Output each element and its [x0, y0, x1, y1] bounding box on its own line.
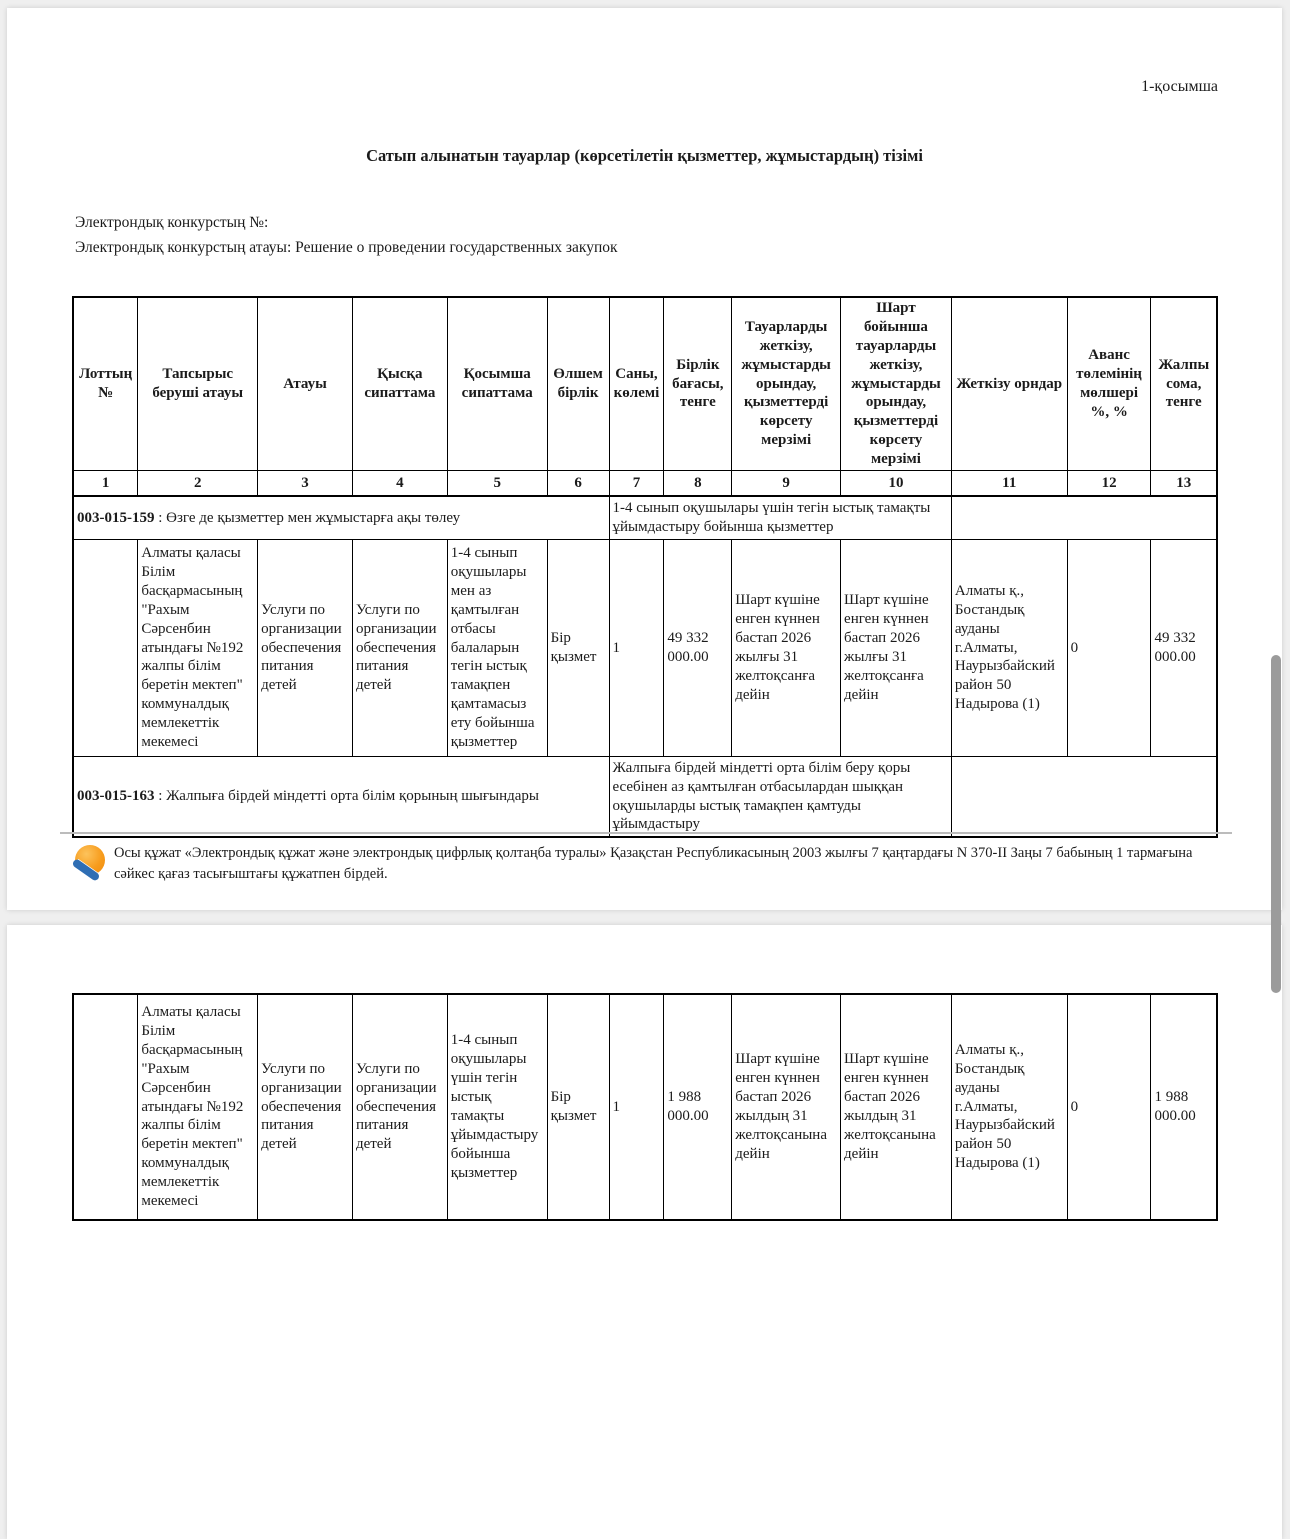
competition-number-line: Электрондық конкурстың №:	[75, 214, 269, 231]
lot-code: 003-015-159	[77, 509, 155, 526]
competition-name-line: Электрондық конкурстың атауы: Решение о проведении государственных закупок	[75, 239, 618, 256]
cell-unit: Бір қызмет	[547, 994, 609, 1220]
document-page-1	[7, 8, 1282, 910]
annex-label: 1-қосымша	[1141, 78, 1218, 95]
cell-customer: Алматы қаласы Білім басқармасының "Рахым Сәрсенбин атындағы №192 жалпы білім беретін мектеп" коммуналдық мемлекеттік мекемесі	[138, 994, 258, 1220]
header-cell: Бірлік бағасы, тенге	[664, 297, 732, 471]
column-number-cell: 6	[547, 471, 609, 497]
header-cell: Қысқа сипаттама	[352, 297, 447, 471]
column-number-cell: 12	[1067, 471, 1151, 497]
cell-contract-term: Шарт күшіне енген күннен бастап 2026 жылғы 31 желтоқсанға дейін	[841, 540, 952, 757]
cell-delivery-place: Алматы қ., Бостандық ауданы г.Алматы, Наурызбайский район 50 Надырова (1)	[951, 994, 1067, 1220]
procurement-table-wrap	[72, 296, 1218, 838]
column-number-cell: 5	[447, 471, 547, 497]
cell-extra-description: 1-4 сынып оқушылары үшін тегін ыстық тамақты ұйымдастыру бойынша қызметтер	[447, 994, 547, 1220]
table-row	[73, 540, 1217, 757]
header-cell: Қосымша сипаттама	[447, 297, 547, 471]
cell-unit-price: 1 988 000.00	[664, 994, 732, 1220]
column-number-row	[73, 471, 1217, 497]
header-cell: Жалпы сома, тенге	[1151, 297, 1217, 471]
lot-code-cell	[73, 496, 609, 540]
cell-name: Услуги по организации обеспечения питания детей	[258, 994, 353, 1220]
lot-description-cell: 1-4 сынып оқушылары үшін тегін ыстық тамақты ұйымдастыру бойынша қызметтер	[609, 496, 951, 540]
cell-delivery-term: Шарт күшіне енген күннен бастап 2026 жылдың 31 желтоқсанына дейін	[732, 994, 841, 1220]
footer-divider	[60, 832, 1232, 834]
lot-code: 003-015-163	[77, 788, 155, 805]
cell-unit-price: 49 332 000.00	[664, 540, 732, 757]
cell-unit: Бір қызмет	[547, 540, 609, 757]
column-number-cell: 13	[1151, 471, 1217, 497]
cell-lot-number	[73, 540, 138, 757]
header-cell: Жеткізу орндар	[951, 297, 1067, 471]
digital-signature-note	[75, 843, 1233, 885]
cell-advance: 0	[1067, 540, 1151, 757]
cell-total: 1 988 000.00	[1151, 994, 1217, 1220]
header-cell: Тапсырыс беруші атауы	[138, 297, 258, 471]
cell-quantity: 1	[609, 540, 664, 757]
lot-empty-cell	[951, 496, 1217, 540]
cell-name: Услуги по организации обеспечения питания детей	[258, 540, 353, 757]
egov-signature-logo-icon	[75, 845, 105, 875]
cell-customer: Алматы қаласы Білім басқармасының "Рахым Сәрсенбин атындағы №192 жалпы білім беретін мектеп" коммуналдық мемлекеттік мекемесі	[138, 540, 258, 757]
cell-extra-description: 1-4 сынып оқушылары мен аз қамтылған отбасы балаларын тегін ыстық тамақпен қамтамасыз ету бойынша қызметтер	[447, 540, 547, 757]
column-number-cell: 9	[732, 471, 841, 497]
cell-total: 49 332 000.00	[1151, 540, 1217, 757]
column-number-cell: 2	[138, 471, 258, 497]
cell-advance: 0	[1067, 994, 1151, 1220]
signature-note-text: Осы құжат «Электрондық құжат және электрондық цифрлық қолтаңба туралы» Қазақстан Республикасының 2003 жылғы 7 қаңтардағы N 370-II Заңы 7 бабының 1 тармағына сәйкес қағаз тасығыштағы құжатпен бірдей.	[114, 845, 1193, 882]
header-cell: Өлшем бірлік	[547, 297, 609, 471]
cell-delivery-place: Алматы қ., Бостандық ауданы г.Алматы, Наурызбайский район 50 Надырова (1)	[951, 540, 1067, 757]
table-row	[73, 994, 1217, 1220]
header-cell: Саны, көлемі	[609, 297, 664, 471]
procurement-table	[72, 296, 1218, 838]
document-page-2	[7, 925, 1282, 1539]
column-number-cell: 8	[664, 471, 732, 497]
lot-description-cell: Жалпыға бірдей міндетті орта білім беру қоры есебінен аз қамтылған отбасылардан шыққан оқушыларды ыстық тамақпен қамтуды ұйымдастыру	[609, 757, 951, 838]
procurement-table-wrap-continued	[72, 993, 1218, 1221]
table-header-row	[73, 297, 1217, 471]
lot-code-cell	[73, 757, 609, 838]
lot-section-row	[73, 496, 1217, 540]
cell-short-description: Услуги по организации обеспечения питания детей	[352, 994, 447, 1220]
lot-empty-cell	[951, 757, 1217, 838]
header-cell: Тауарларды жеткізу, жұмыстарды орындау, қызметтерді көрсету мерзімі	[732, 297, 841, 471]
header-cell: Аванс төлемінің мөлшері %, %	[1067, 297, 1151, 471]
cell-quantity: 1	[609, 994, 664, 1220]
header-cell: Шарт бойынша тауарларды жеткізу, жұмыстарды орындау, қызметтерді көрсету мерзімі	[841, 297, 952, 471]
lot-title: : Жалпыға бірдей міндетті орта білім қорының шығындары	[154, 788, 539, 805]
competition-meta	[75, 210, 1214, 260]
procurement-table-continued	[72, 993, 1218, 1221]
vertical-scrollbar-thumb[interactable]	[1271, 655, 1281, 993]
cell-delivery-term: Шарт күшіне енген күннен бастап 2026 жылғы 31 желтоқсанға дейін	[732, 540, 841, 757]
cell-contract-term: Шарт күшіне енген күннен бастап 2026 жылдың 31 желтоқсанына дейін	[841, 994, 952, 1220]
column-number-cell: 4	[352, 471, 447, 497]
lot-section-row	[73, 757, 1217, 838]
cell-short-description: Услуги по организации обеспечения питания детей	[352, 540, 447, 757]
column-number-cell: 10	[841, 471, 952, 497]
column-number-cell: 11	[951, 471, 1067, 497]
header-cell: Лоттың №	[73, 297, 138, 471]
cell-lot-number	[73, 994, 138, 1220]
page-title: Сатып алынатын тауарлар (көрсетілетін қызметтер, жұмыстардың) тізімі	[366, 146, 923, 165]
column-number-cell: 3	[258, 471, 353, 497]
column-number-cell: 7	[609, 471, 664, 497]
lot-title: : Өзге де қызметтер мен жұмыстарға ақы төлеу	[154, 509, 461, 526]
column-number-cell: 1	[73, 471, 138, 497]
header-cell: Атауы	[258, 297, 353, 471]
